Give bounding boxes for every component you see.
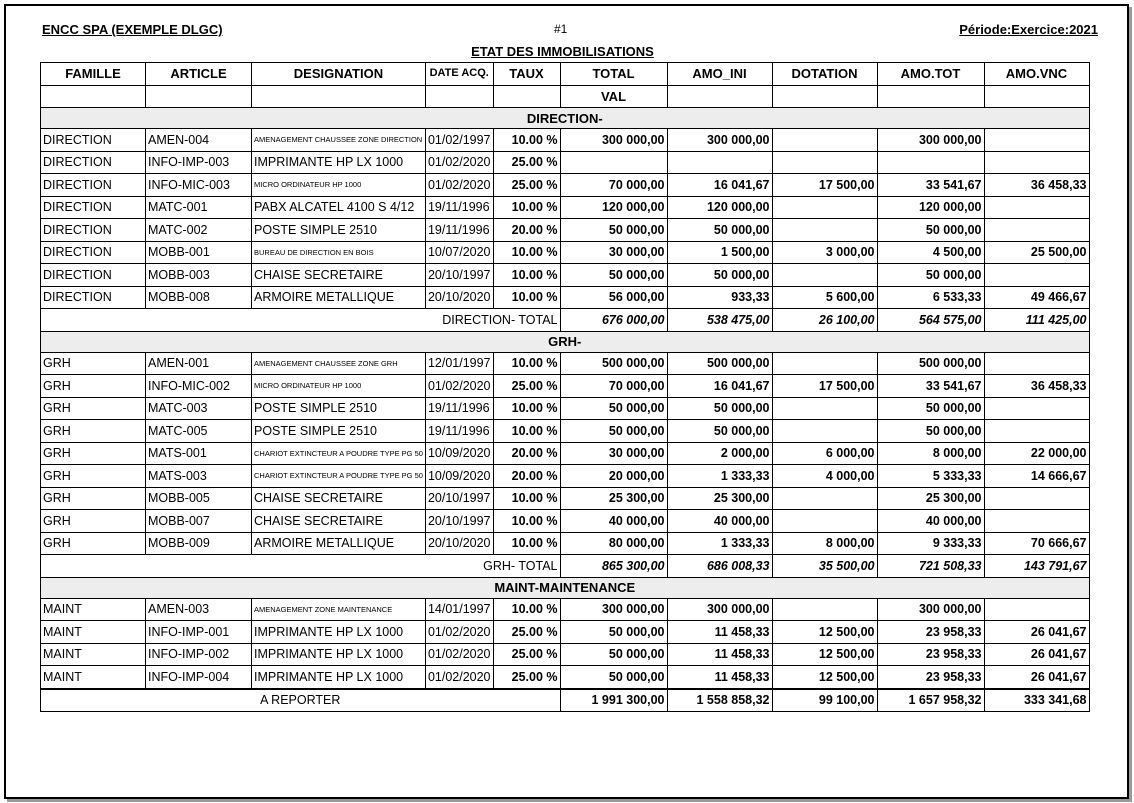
total-cell: 50 000,00 [560,643,667,666]
table-row [41,420,1090,443]
column-subheader-row [41,85,1090,108]
col-total-sub: VAL [560,85,667,108]
amo-ini-cell: 50 000,00 [667,397,772,420]
table-row [41,129,1090,152]
carry-amo-tot: 1 657 958,32 [877,689,984,712]
col-amo-vnc: AMO.VNC [984,63,1089,86]
famille-cell: GRH [41,420,146,443]
taux-cell: 20.00 % [493,442,560,465]
date-cell: 01/02/2020 [425,151,493,174]
table-row [41,174,1090,197]
taux-cell: 25.00 % [493,375,560,398]
col-amo-tot: AMO.TOT [877,63,984,86]
amo-ini-sum: 538 475,00 [667,309,772,332]
total-sum: 865 300,00 [560,555,667,578]
date-cell: 01/02/1997 [425,129,493,152]
table-row [41,510,1090,533]
table-row [41,442,1090,465]
designation-cell: POSTE SIMPLE 2510 [252,420,426,443]
amo-ini-cell: 11 458,33 [667,666,772,689]
amo-ini-cell: 50 000,00 [667,420,772,443]
article-cell: MOBB-007 [146,510,252,533]
date-cell: 01/02/2020 [425,375,493,398]
amo-tot-cell: 120 000,00 [877,196,984,219]
total-cell: 20 000,00 [560,465,667,488]
taux-cell: 25.00 % [493,151,560,174]
table-row [41,397,1090,420]
article-cell: MOBB-003 [146,264,252,287]
dotation-cell [772,151,877,174]
section-header-row [41,331,1090,352]
date-cell: 01/02/2020 [425,666,493,689]
date-cell: 14/01/1997 [425,598,493,621]
amo-ini-cell [667,151,772,174]
total-cell: 80 000,00 [560,532,667,555]
date-cell: 10/07/2020 [425,241,493,264]
date-cell: 19/11/1996 [425,219,493,242]
amo-vnc-cell: 22 000,00 [984,442,1089,465]
date-cell: 19/11/1996 [425,420,493,443]
famille-cell: MAINT [41,621,146,644]
amo-tot-cell: 300 000,00 [877,129,984,152]
col-total: TOTAL [560,63,667,86]
amo-tot-cell: 50 000,00 [877,397,984,420]
designation-cell: ARMOIRE METALLIQUE [252,286,426,309]
date-cell: 20/10/1997 [425,510,493,533]
taux-cell: 10.00 % [493,352,560,375]
date-cell: 20/10/2020 [425,532,493,555]
total-cell: 25 300,00 [560,487,667,510]
famille-cell: GRH [41,352,146,375]
dotation-cell: 12 500,00 [772,643,877,666]
dotation-cell [772,219,877,242]
amo-tot-cell: 33 541,67 [877,174,984,197]
taux-cell: 10.00 % [493,397,560,420]
date-cell: 20/10/1997 [425,264,493,287]
amo-tot-cell: 4 500,00 [877,241,984,264]
taux-cell: 10.00 % [493,129,560,152]
taux-cell: 10.00 % [493,241,560,264]
table-body [41,108,1090,712]
section-total-row [41,309,1090,332]
col-famille: FAMILLE [41,63,146,86]
date-cell: 12/01/1997 [425,352,493,375]
carry-forward-row [41,689,1090,712]
amo-tot-cell: 500 000,00 [877,352,984,375]
famille-cell: DIRECTION [41,174,146,197]
total-cell: 50 000,00 [560,621,667,644]
amo-tot-cell: 9 333,33 [877,532,984,555]
page-number: #1 [554,22,568,36]
date-cell: 19/11/1996 [425,397,493,420]
table-row [41,532,1090,555]
famille-cell: GRH [41,465,146,488]
famille-cell: DIRECTION [41,264,146,287]
report-title: ETAT DES IMMOBILISATIONS [471,44,654,59]
column-header-row [41,63,1090,86]
taux-cell: 20.00 % [493,219,560,242]
amo-ini-cell: 11 458,33 [667,643,772,666]
article-cell: MATC-001 [146,196,252,219]
amo-vnc-cell [984,487,1089,510]
amo-vnc-cell: 36 458,33 [984,375,1089,398]
article-cell: INFO-MIC-002 [146,375,252,398]
total-sum: 676 000,00 [560,309,667,332]
amo-tot-cell: 5 333,33 [877,465,984,488]
amo-tot-sum: 564 575,00 [877,309,984,332]
amo-ini-cell: 25 300,00 [667,487,772,510]
taux-cell: 10.00 % [493,510,560,533]
dotation-cell: 12 500,00 [772,621,877,644]
designation-cell: CHAISE SECRETAIRE [252,264,426,287]
table-row [41,151,1090,174]
date-cell: 01/02/2020 [425,174,493,197]
article-cell: INFO-IMP-004 [146,666,252,689]
article-cell: MOBB-005 [146,487,252,510]
dotation-cell [772,420,877,443]
taux-cell: 10.00 % [493,598,560,621]
amo-vnc-sum: 143 791,67 [984,555,1089,578]
amo-ini-cell: 120 000,00 [667,196,772,219]
total-cell: 50 000,00 [560,397,667,420]
dotation-cell: 4 000,00 [772,465,877,488]
famille-cell: MAINT [41,643,146,666]
table-row [41,643,1090,666]
famille-cell: GRH [41,397,146,420]
amo-tot-cell: 23 958,33 [877,621,984,644]
date-cell: 10/09/2020 [425,442,493,465]
dotation-sum: 35 500,00 [772,555,877,578]
amo-ini-cell: 1 500,00 [667,241,772,264]
amo-tot-cell: 23 958,33 [877,666,984,689]
total-cell [560,151,667,174]
amo-tot-cell: 8 000,00 [877,442,984,465]
designation-cell: ARMOIRE METALLIQUE [252,532,426,555]
article-cell: MATC-003 [146,397,252,420]
section-header-row [41,108,1090,129]
section-total-label: DIRECTION- TOTAL [41,309,561,332]
total-cell: 300 000,00 [560,129,667,152]
famille-cell: GRH [41,510,146,533]
article-cell: MATC-002 [146,219,252,242]
amo-vnc-cell: 25 500,00 [984,241,1089,264]
taux-cell: 10.00 % [493,532,560,555]
famille-cell: GRH [41,442,146,465]
amo-ini-cell: 16 041,67 [667,174,772,197]
amo-tot-cell: 40 000,00 [877,510,984,533]
famille-cell: DIRECTION [41,151,146,174]
dotation-cell: 17 500,00 [772,375,877,398]
amo-tot-sum: 721 508,33 [877,555,984,578]
total-cell: 30 000,00 [560,241,667,264]
designation-cell: IMPRIMANTE HP LX 1000 [252,151,426,174]
col-amo-ini: AMO_INI [667,63,772,86]
amo-vnc-cell [984,598,1089,621]
taux-cell: 25.00 % [493,621,560,644]
table-row [41,465,1090,488]
amo-vnc-cell [984,264,1089,287]
section-title: MAINT-MAINTENANCE [41,577,1090,598]
table-row [41,219,1090,242]
designation-cell: CHAISE SECRETAIRE [252,510,426,533]
table-row [41,621,1090,644]
total-cell: 70 000,00 [560,174,667,197]
designation-cell: CHARIOT EXTINCTEUR A POUDRE TYPE PG 50 [252,465,426,488]
amo-vnc-cell [984,219,1089,242]
famille-cell: MAINT [41,598,146,621]
amo-vnc-cell [984,151,1089,174]
section-total-label: GRH- TOTAL [41,555,561,578]
amo-vnc-cell: 70 666,67 [984,532,1089,555]
date-cell: 19/11/1996 [425,196,493,219]
dotation-cell [772,598,877,621]
amo-vnc-cell [984,510,1089,533]
article-cell: MOBB-001 [146,241,252,264]
col-designation: DESIGNATION [252,63,426,86]
amo-vnc-cell [984,196,1089,219]
article-cell: MOBB-008 [146,286,252,309]
carry-amo-ini: 1 558 858,32 [667,689,772,712]
amo-vnc-cell [984,420,1089,443]
taux-cell: 10.00 % [493,196,560,219]
designation-cell: CHARIOT EXTINCTEUR A POUDRE TYPE PG 50 [252,442,426,465]
dotation-cell: 6 000,00 [772,442,877,465]
amo-vnc-cell: 36 458,33 [984,174,1089,197]
date-cell: 01/02/2020 [425,643,493,666]
amo-tot-cell: 300 000,00 [877,598,984,621]
col-article: ARTICLE [146,63,252,86]
amo-tot-cell: 33 541,67 [877,375,984,398]
table-row [41,264,1090,287]
amo-vnc-cell: 14 666,67 [984,465,1089,488]
dotation-cell: 8 000,00 [772,532,877,555]
amo-ini-cell: 1 333,33 [667,465,772,488]
article-cell: MOBB-009 [146,532,252,555]
article-cell: MATS-003 [146,465,252,488]
famille-cell: DIRECTION [41,196,146,219]
taux-cell: 25.00 % [493,643,560,666]
designation-cell: AMENAGEMENT ZONE MAINTENANCE [252,598,426,621]
table-row [41,666,1090,689]
amo-tot-cell [877,151,984,174]
total-cell: 70 000,00 [560,375,667,398]
table-row [41,487,1090,510]
amo-vnc-cell [984,129,1089,152]
article-cell: INFO-IMP-001 [146,621,252,644]
taux-cell: 10.00 % [493,264,560,287]
designation-cell: MICRO ORDINATEUR HP 1000 [252,174,426,197]
section-title: GRH- [41,331,1090,352]
table-row [41,196,1090,219]
dotation-cell [772,264,877,287]
amo-ini-cell: 16 041,67 [667,375,772,398]
period-label: Période:Exercice:2021 [959,22,1098,37]
article-cell: INFO-MIC-003 [146,174,252,197]
carry-total: 1 991 300,00 [560,689,667,712]
amo-ini-cell: 1 333,33 [667,532,772,555]
date-cell: 20/10/2020 [425,286,493,309]
amo-ini-cell: 300 000,00 [667,129,772,152]
famille-cell: DIRECTION [41,286,146,309]
total-cell: 50 000,00 [560,219,667,242]
carry-amo-vnc: 333 341,68 [984,689,1089,712]
dotation-cell [772,510,877,533]
total-cell: 50 000,00 [560,666,667,689]
designation-cell: IMPRIMANTE HP LX 1000 [252,666,426,689]
company-name: ENCC SPA (EXEMPLE DLGC) [42,22,223,37]
designation-cell: POSTE SIMPLE 2510 [252,397,426,420]
famille-cell: DIRECTION [41,129,146,152]
table-row [41,286,1090,309]
dotation-cell [772,129,877,152]
designation-cell: MICRO ORDINATEUR HP 1000 [252,375,426,398]
dotation-cell [772,397,877,420]
total-cell: 120 000,00 [560,196,667,219]
amo-vnc-cell: 49 466,67 [984,286,1089,309]
amo-tot-cell: 50 000,00 [877,219,984,242]
article-cell: MATC-005 [146,420,252,443]
total-cell: 300 000,00 [560,598,667,621]
article-cell: AMEN-001 [146,352,252,375]
famille-cell: DIRECTION [41,219,146,242]
total-cell: 30 000,00 [560,442,667,465]
famille-cell: DIRECTION [41,241,146,264]
amo-ini-cell: 2 000,00 [667,442,772,465]
total-cell: 500 000,00 [560,352,667,375]
table-row [41,241,1090,264]
col-dotation: DOTATION [772,63,877,86]
designation-cell: IMPRIMANTE HP LX 1000 [252,621,426,644]
section-header-row [41,577,1090,598]
table-row [41,375,1090,398]
section-title: DIRECTION- [41,108,1090,129]
designation-cell: PABX ALCATEL 4100 S 4/12 [252,196,426,219]
amo-vnc-cell: 26 041,67 [984,666,1089,689]
amo-ini-cell: 500 000,00 [667,352,772,375]
amo-ini-cell: 11 458,33 [667,621,772,644]
dotation-cell [772,196,877,219]
amo-ini-cell: 300 000,00 [667,598,772,621]
total-cell: 50 000,00 [560,264,667,287]
amo-ini-cell: 50 000,00 [667,264,772,287]
designation-cell: CHAISE SECRETAIRE [252,487,426,510]
taux-cell: 10.00 % [493,487,560,510]
dotation-cell: 3 000,00 [772,241,877,264]
taux-cell: 20.00 % [493,465,560,488]
carry-forward-label: A REPORTER [41,689,561,712]
taux-cell: 25.00 % [493,174,560,197]
designation-cell: AMENAGEMENT CHAUSSEE ZONE DIRECTION [252,129,426,152]
assets-table [40,62,1090,712]
article-cell: INFO-IMP-002 [146,643,252,666]
amo-tot-cell: 50 000,00 [877,420,984,443]
date-cell: 20/10/1997 [425,487,493,510]
carry-dotation: 99 100,00 [772,689,877,712]
dotation-cell: 12 500,00 [772,666,877,689]
dotation-cell: 5 600,00 [772,286,877,309]
taux-cell: 10.00 % [493,286,560,309]
famille-cell: GRH [41,375,146,398]
article-cell: INFO-IMP-003 [146,151,252,174]
date-cell: 10/09/2020 [425,465,493,488]
total-cell: 56 000,00 [560,286,667,309]
taux-cell: 25.00 % [493,666,560,689]
section-total-row [41,555,1090,578]
famille-cell: MAINT [41,666,146,689]
designation-cell: BUREAU DE DIRECTION EN BOIS [252,241,426,264]
amo-vnc-cell [984,352,1089,375]
col-taux: TAUX [493,63,560,86]
amo-vnc-sum: 111 425,00 [984,309,1089,332]
col-date: DATE ACQ. [425,63,493,86]
amo-vnc-cell: 26 041,67 [984,621,1089,644]
designation-cell: AMENAGEMENT CHAUSSEE ZONE GRH [252,352,426,375]
total-cell: 50 000,00 [560,420,667,443]
dotation-sum: 26 100,00 [772,309,877,332]
article-cell: MATS-001 [146,442,252,465]
article-cell: AMEN-003 [146,598,252,621]
total-cell: 40 000,00 [560,510,667,533]
amo-vnc-cell: 26 041,67 [984,643,1089,666]
amo-ini-cell: 40 000,00 [667,510,772,533]
designation-cell: POSTE SIMPLE 2510 [252,219,426,242]
famille-cell: GRH [41,487,146,510]
designation-cell: IMPRIMANTE HP LX 1000 [252,643,426,666]
amo-tot-cell: 25 300,00 [877,487,984,510]
dotation-cell [772,352,877,375]
taux-cell: 10.00 % [493,420,560,443]
amo-vnc-cell [984,397,1089,420]
amo-tot-cell: 6 533,33 [877,286,984,309]
amo-tot-cell: 23 958,33 [877,643,984,666]
dotation-cell [772,487,877,510]
article-cell: AMEN-004 [146,129,252,152]
dotation-cell: 17 500,00 [772,174,877,197]
amo-ini-sum: 686 008,33 [667,555,772,578]
amo-ini-cell: 933,33 [667,286,772,309]
famille-cell: GRH [41,532,146,555]
date-cell: 01/02/2020 [425,621,493,644]
table-row [41,352,1090,375]
amo-tot-cell: 50 000,00 [877,264,984,287]
table-row [41,598,1090,621]
amo-ini-cell: 50 000,00 [667,219,772,242]
